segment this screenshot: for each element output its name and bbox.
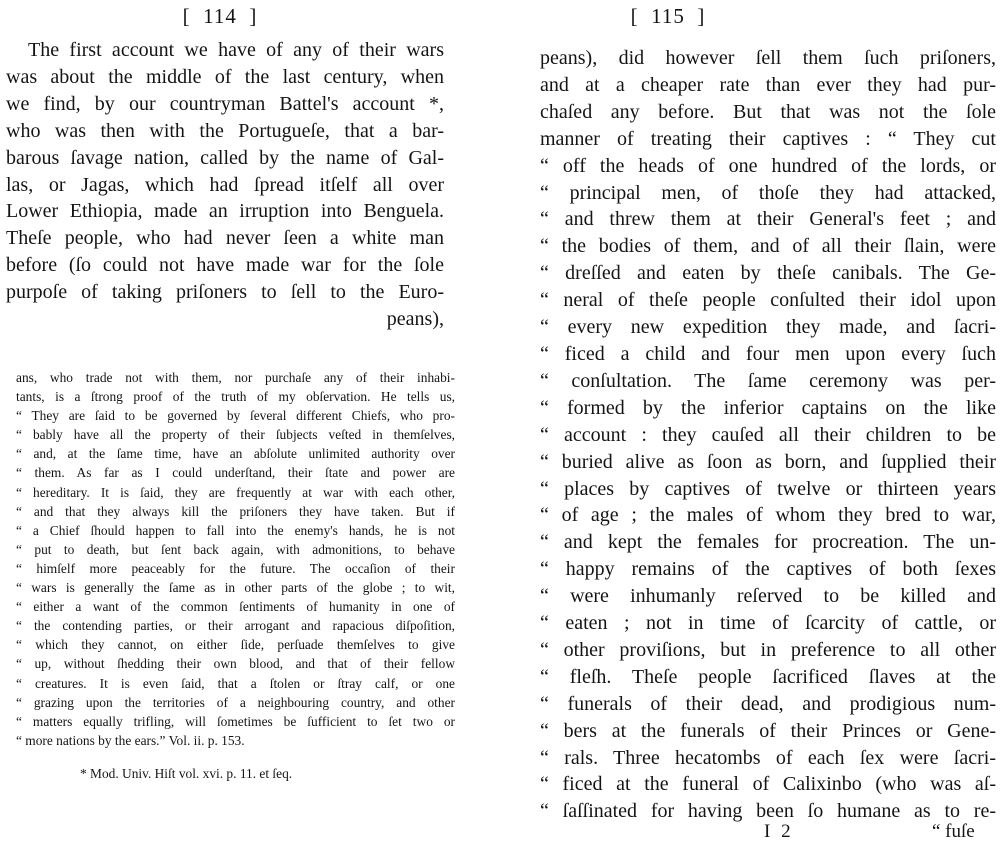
text-line: las, or Jagas, which had ſpread itſelf all over [6, 173, 444, 196]
page-number: [ 115 ] [630, 4, 706, 28]
text-line: “ every new expedition they made, and ſacri- [540, 316, 996, 339]
text-line: “ happy remains of the captives of both ſexes [540, 558, 996, 581]
footnote-line: “ more nations by the ears.” Vol. ii. p. 153. [16, 732, 245, 748]
text-line: peans), [386, 308, 444, 331]
text-line: “ dreſſed and eaten by theſe canibals. The Ge- [540, 262, 996, 285]
text-line: “ buried alive as ſoon as born, and ſupplied their [540, 450, 996, 473]
text-line: and at a cheaper rate than ever they had pur- [540, 73, 996, 96]
text-line: “ places by captives of twelve or thirteen years [540, 477, 996, 500]
footnote-line: “ creatures. It is even ſaid, that a ſtolen or ſtray calf, or one [16, 675, 455, 691]
text-line: peans), did however ſell them ſuch priſoners, [540, 47, 996, 69]
text-line: manner of treating their captives : “ They cut [540, 127, 996, 150]
text-line: “ the bodies of them, and of all their ſlain, were [540, 235, 996, 258]
footnote-line: “ either a want of the common ſentiments of humanity in one of [16, 599, 455, 615]
footnote-line: “ the contending parties, or their arrogant and rapacious diſpoſition, [16, 618, 455, 634]
footnote [16, 368, 455, 750]
text-line: “ funerals of their dead, and prodigious num- [540, 692, 996, 715]
footnote-line: “ They are ſaid to be governed by ſeveral different Chiefs, who pro- [16, 408, 455, 424]
text-line: purpoſe of taking priſoners to ſell to the Euro- [6, 281, 444, 304]
text-line: was about the middle of the last century, when [6, 65, 444, 88]
text-line: “ formed by the inferior captains on the like [540, 396, 996, 419]
text-line: “ conſultation. The ſame ceremony was per- [540, 369, 996, 392]
page-number: [ 114 ] [182, 4, 258, 28]
text-line: “ eaten ; not in time of ſcarcity of cattle, or [540, 612, 996, 635]
text-line: “ principal men, of thoſe they had attacked, [540, 181, 996, 204]
footnote-line: “ bably have all the property of their ſubjects veſted in themſelves, [16, 427, 455, 443]
footnote-line: “ matters equally trifling, will ſometimes be ſufficient to ſet two or [16, 713, 455, 729]
text-line: who was then with the Portugueſe, that a bar- [6, 119, 444, 142]
footnote-line: “ and that they always kill the priſoners they have taken. But if [16, 503, 455, 519]
footnote-line: “ put to death, but ſent back again, with admonitions, to behave [16, 541, 455, 557]
body-text [6, 37, 444, 333]
text-line: “ ſaſſinated for having been ſo humane as to re- [540, 800, 996, 823]
text-line: Lower Ethiopia, made an irruption into Benguela. [6, 200, 444, 223]
text-line: “ neral of theſe people conſulted their idol upon [540, 289, 996, 312]
text-line: “ rals. Three hecatombs of each ſex were ſacri- [540, 746, 996, 769]
footnote-line: “ them. As far as I could underſtand, their ſtate and power are [16, 465, 455, 481]
text-line: we find, by our countryman Battel's account *, [6, 92, 444, 115]
text-line: barous ſavage nation, called by the name of Gal- [6, 146, 444, 169]
text-line: “ were inhumanly reſerved to be killed and [540, 585, 996, 608]
footnote-line: “ himſelf more peaceably for the future. The occaſion of their [16, 560, 455, 576]
footnote-line: “ wars is generally the ſame as in other parts of the globe ; to wit, [16, 580, 455, 596]
footnote-line: “ a Chief ſhould happen to fall into the enemy's hands, he is not [16, 522, 455, 538]
signature-mark: I 2 [764, 821, 794, 842]
text-line: “ fleſh. Theſe people ſacrificed ſlaves at the [540, 665, 996, 688]
text-line: “ account : they cauſed all their children to be [540, 423, 996, 446]
text-line: “ off the heads of one hundred of the lords, or [540, 154, 996, 177]
left-page [0, 0, 470, 849]
text-line: Theſe people, who had never ſeen a white man [6, 227, 444, 250]
body-text [540, 45, 996, 825]
text-line: “ ficed at the funeral of Calixinbo (who was aſ- [540, 773, 996, 796]
text-line: “ bers at the funerals of their Princes or Gene- [540, 719, 996, 742]
text-line: “ other proviſions, but in preference to all other [540, 638, 996, 661]
footnote-line: tants, is a ſtrong proof of the truth of my obſervation. He tells us, [16, 389, 455, 405]
catchword: “ fuſe [932, 821, 975, 842]
text-line: chaſed any before. But that was not the ſole [540, 100, 996, 123]
text-line: “ ficed a child and four men upon every ſuch [540, 342, 996, 365]
footnote-line: “ which they cannot, on either ſide, perſuade themſelves to give [16, 637, 455, 653]
text-line: “ and kept the females for procreation. The un- [540, 531, 996, 554]
footnote-line: ans, who trade not with them, nor purchaſe any of their inhabi- [16, 370, 455, 385]
footnote-line: “ and, at the ſame time, have an abſolute unlimited authority over [16, 446, 455, 462]
right-page [528, 0, 998, 849]
text-line: “ and threw them at their General's feet ; and [540, 208, 996, 231]
footnote-line: “ grazing upon the territories of a neighbouring country, and other [16, 694, 455, 710]
text-line: The first account we have of any of their wars [28, 39, 444, 61]
footnote-reference: * Mod. Univ. Hiſt vol. xvi. p. 11. et ſeq. [80, 766, 293, 781]
footnote-line: “ hereditary. It is ſaid, they are frequently at war with each other, [16, 484, 455, 500]
text-line: before (ſo could not have made war for the ſole [6, 254, 444, 277]
text-line: “ of age ; the males of whom they bred to war, [540, 504, 996, 527]
footnote-line: “ up, without ſhedding their own blood, and that of their fellow [16, 656, 455, 672]
